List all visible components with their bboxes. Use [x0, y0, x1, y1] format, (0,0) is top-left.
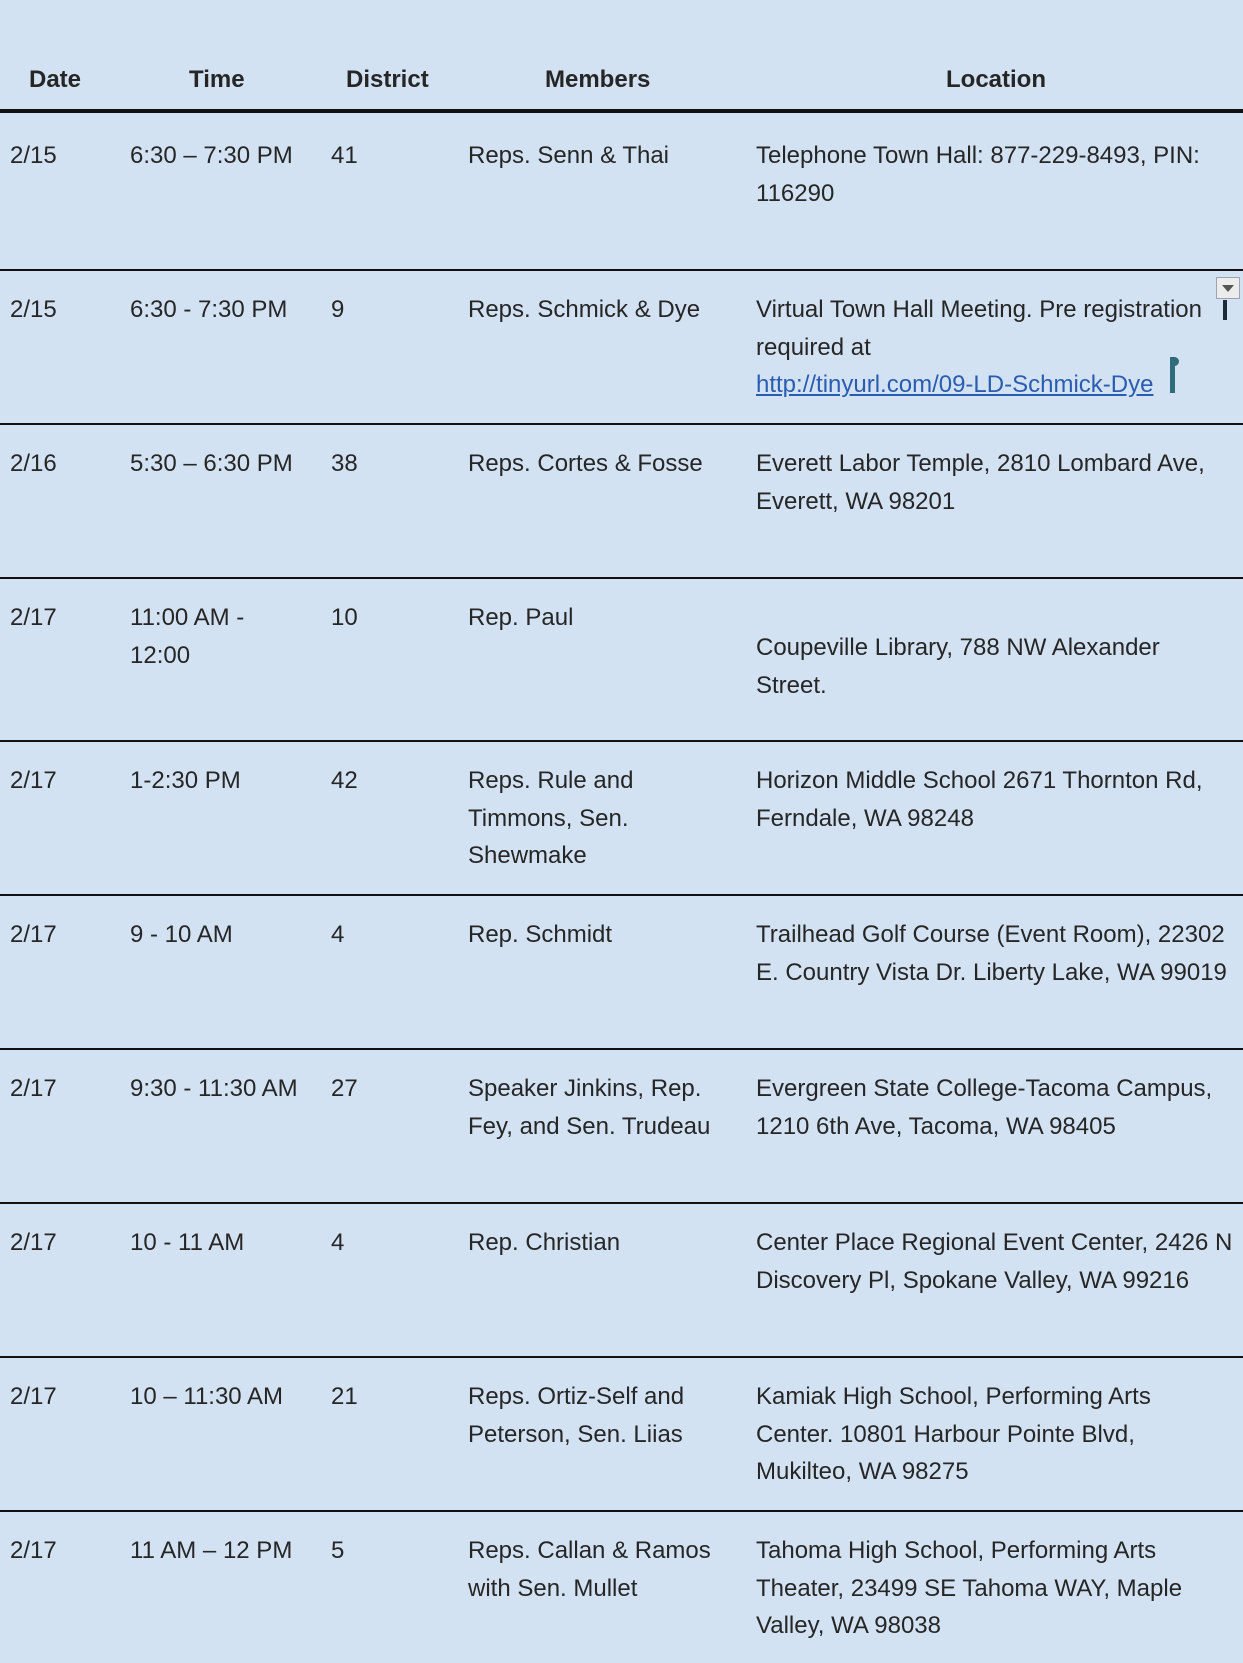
cell-location: Horizon Middle School 2671 Thornton Rd, Ferndale, WA 98248	[756, 767, 1203, 832]
cell-date: 2/15	[10, 296, 57, 323]
edit-marker-icon	[1170, 357, 1175, 393]
cell-time: 11 AM – 12 PM	[130, 1537, 293, 1564]
table-row	[0, 1050, 1243, 1204]
cell-district: 42	[331, 767, 358, 794]
table-row	[0, 742, 1243, 896]
cell-location: Everett Labor Temple, 2810 Lombard Ave, Everett, WA 98201	[756, 450, 1205, 515]
chevron-down-icon[interactable]	[1216, 277, 1240, 299]
cell-members: Reps. Ortiz-Self and Peterson, Sen. Liias	[468, 1383, 685, 1448]
cell-district: 4	[331, 921, 345, 948]
cell-members: Reps. Callan & Ramos with Sen. Mullet	[468, 1537, 711, 1602]
table-header-row	[0, 0, 1243, 113]
cell-location: Virtual Town Hall Meeting. Pre registration required at http://tinyurl.com/09-LD-Schmick-Dye	[756, 291, 1202, 404]
cell-date: 2/17	[10, 1075, 57, 1102]
table-row	[0, 117, 1243, 271]
registration-link[interactable]: http://tinyurl.com/09-LD-Schmick-Dye	[756, 371, 1154, 398]
cell-time: 6:30 – 7:30 PM	[130, 142, 293, 169]
cell-members: Reps. Schmick & Dye	[468, 296, 701, 323]
cell-location: Tahoma High School, Performing Arts Theater, 23499 SE Tahoma WAY, Maple Valley, WA 98038	[756, 1537, 1183, 1639]
cell-district: 5	[331, 1537, 345, 1564]
cell-district: 4	[331, 1229, 345, 1256]
header-time: Time	[189, 66, 245, 93]
cell-district: 10	[331, 604, 358, 631]
cell-date: 2/17	[10, 1229, 57, 1256]
cell-district: 21	[331, 1383, 358, 1410]
cell-date: 2/16	[10, 450, 57, 477]
cell-date: 2/17	[10, 921, 57, 948]
table-row	[0, 425, 1243, 579]
cell-date: 2/17	[10, 1383, 57, 1410]
cell-members: Reps. Rule and Timmons, Sen. Shewmake	[468, 767, 634, 869]
cell-members: Rep. Schmidt	[468, 921, 613, 948]
table-row	[0, 271, 1243, 425]
cell-members: Reps. Senn & Thai	[468, 142, 670, 169]
cell-time: 9:30 - 11:30 AM	[130, 1075, 298, 1102]
cell-date: 2/17	[10, 1537, 57, 1564]
cell-time: 9 - 10 AM	[130, 921, 233, 948]
header-members: Members	[545, 66, 651, 93]
cell-time: 1-2:30 PM	[130, 767, 241, 794]
cell-members: Rep. Paul	[468, 604, 574, 631]
table-row	[0, 1512, 1243, 1663]
cell-time: 10 - 11 AM	[130, 1229, 245, 1256]
header-location: Location	[946, 66, 1046, 93]
cell-time: 10 – 11:30 AM	[130, 1383, 283, 1410]
header-district: District	[346, 66, 429, 93]
cell-time: 5:30 – 6:30 PM	[130, 450, 293, 477]
cell-date: 2/17	[10, 604, 57, 631]
table-row	[0, 1204, 1243, 1358]
cell-time: 11:00 AM - 12:00	[130, 604, 245, 669]
table-row	[0, 896, 1243, 1050]
cell-district: 38	[331, 450, 358, 477]
cell-date: 2/15	[10, 142, 57, 169]
text-cursor	[1223, 300, 1227, 320]
header-date: Date	[29, 66, 82, 93]
cell-district: 41	[331, 142, 358, 169]
cell-location: Kamiak High School, Performing Arts Center. 10801 Harbour Pointe Blvd, Mukilteo, WA 98275	[756, 1383, 1151, 1485]
cell-date: 2/17	[10, 767, 57, 794]
cell-location: Coupeville Library, 788 NW Alexander Street.	[756, 634, 1160, 699]
cell-district: 9	[331, 296, 345, 323]
cell-location: Telephone Town Hall: 877-229-8493, PIN: 116290	[756, 142, 1200, 207]
cell-members: Rep. Christian	[468, 1229, 621, 1256]
cell-location: Trailhead Golf Course (Event Room), 22302 E. Country Vista Dr. Liberty Lake, WA 99019	[756, 921, 1227, 986]
cell-time: 6:30 - 7:30 PM	[130, 296, 288, 323]
table-row	[0, 1358, 1243, 1512]
cell-members: Reps. Cortes & Fosse	[468, 450, 703, 477]
cell-members: Speaker Jinkins, Rep. Fey, and Sen. Trudeau	[468, 1075, 711, 1140]
cell-location: Evergreen State College-Tacoma Campus, 1210 6th Ave, Tacoma, WA 98405	[756, 1075, 1213, 1140]
cell-district: 27	[331, 1075, 358, 1102]
cell-location: Center Place Regional Event Center, 2426 N Discovery Pl, Spokane Valley, WA 99216	[756, 1229, 1233, 1294]
table-row	[0, 579, 1243, 742]
